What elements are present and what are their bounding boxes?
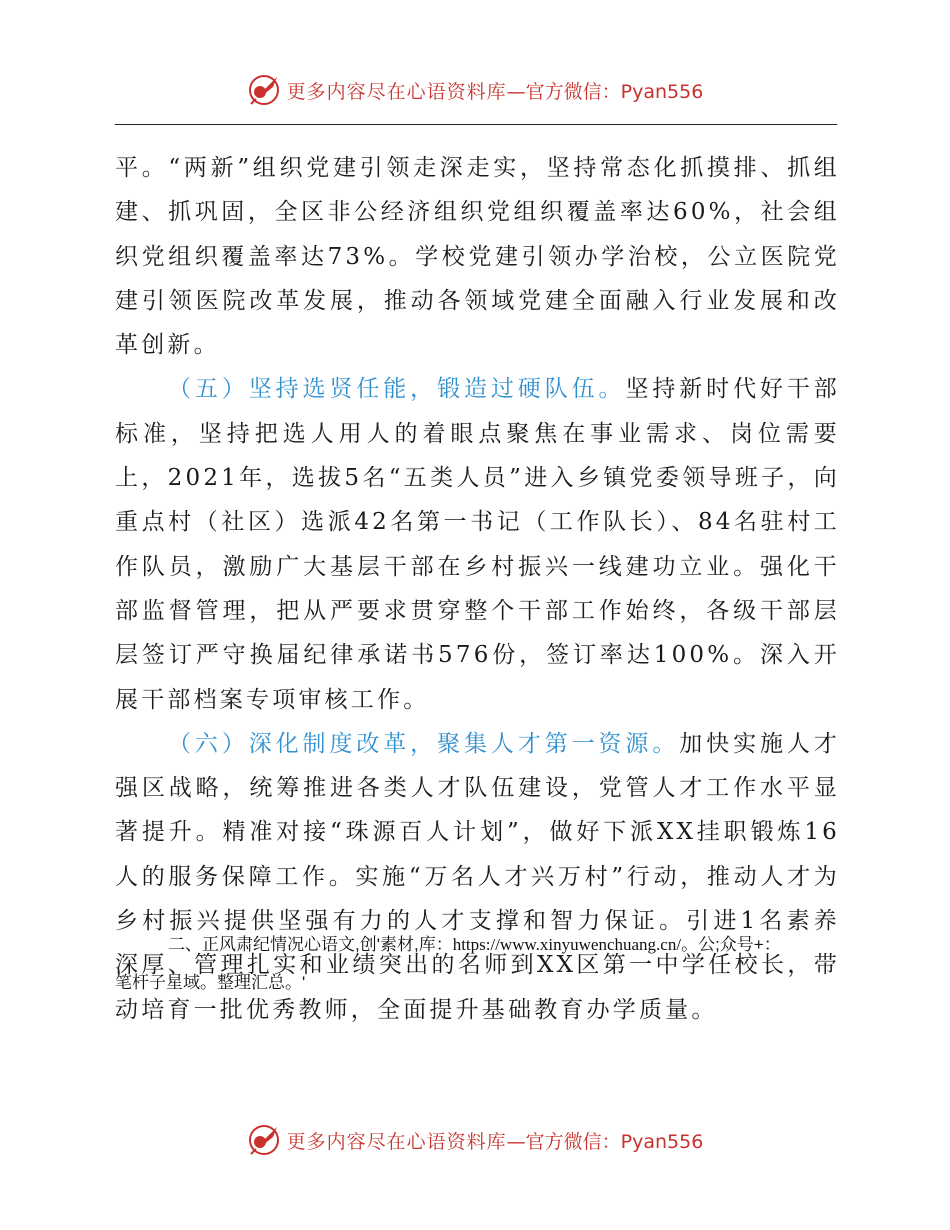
- paragraph-six-body: 加快实施人才强区战略，统筹推进各类人才队伍建设，党管人才工作水平显著提升。精准对接“珠源百人计划”，做好下派XX挂职锻炼16人的服务保障工作。实施“万名人才兴万村”行动，推动人才为乡村振兴提供坚强有力的人才支撑和智力保证。引进1名素养深厚、管理扎实和业绩突出的名师到XX区第一中学任校长，带动培育一批优秀教师，全面提升基础教育办学质量。: [115, 730, 840, 1023]
- header-brand-text: 更多内容尽在心语资料库: [286, 80, 507, 103]
- header-official-account: —官方微信：Pyan556: [506, 80, 704, 103]
- document-body: [115, 146, 840, 1032]
- section-two-title: [115, 926, 840, 964]
- section-heading-five: （五）坚持选贤任能，锻造过硬队伍。: [168, 376, 626, 403]
- section-heading-six: （六）深化制度改革，聚集人才第一资源。: [168, 730, 680, 757]
- section-two: [115, 926, 840, 1002]
- paragraph-five: [115, 367, 840, 721]
- section-two-line2: 笔杆子星域。整理汇总。': [115, 973, 306, 992]
- section-two-prefix: 二、正风肃纪情况心语文,创'素材,库：: [168, 935, 453, 954]
- page-footer: [0, 1118, 950, 1162]
- quill-logo-icon: [247, 73, 281, 107]
- source-url-link[interactable]: https://www.xinyuwenchuang.cn/: [452, 935, 682, 954]
- section-two-suffix: 。公;众号+：: [681, 935, 781, 954]
- footer-official-account: —官方微信：Pyan556: [506, 1130, 704, 1153]
- quill-logo-icon: [247, 1123, 281, 1157]
- page-header: [0, 68, 950, 112]
- paragraph-continuation: 平。“两新”组织党建引领走深走实，坚持常态化抓摸排、抓组建、抓巩固，全区非公经济组织党组织覆盖率达60%，社会组织党组织覆盖率达73%。学校党建引领办学治校，公立医院党建引领医院改革发展，推动各领域党建全面融入行业发展和改革创新。: [115, 155, 840, 359]
- footer-brand-text: 更多内容尽在心语资料库: [286, 1130, 507, 1153]
- header-divider: [115, 124, 837, 125]
- paragraph-five-body: 坚持新时代好干部标准，坚持把选人用人的着眼点聚焦在事业需求、岗位需要上，2021年，选拔5名“五类人员”进入乡镇党委领导班子，向重点村（社区）选派42名第一书记（工作队长）、84名驻村工作队员，激励广大基层干部在乡村振兴一线建功立业。强化干部监督管理，把从严要求贯穿整个干部工作始终，各级干部层层签订严守换届纪律承诺书576份，签订率达100%。深入开展干部档案专项审核工作。: [115, 376, 840, 713]
